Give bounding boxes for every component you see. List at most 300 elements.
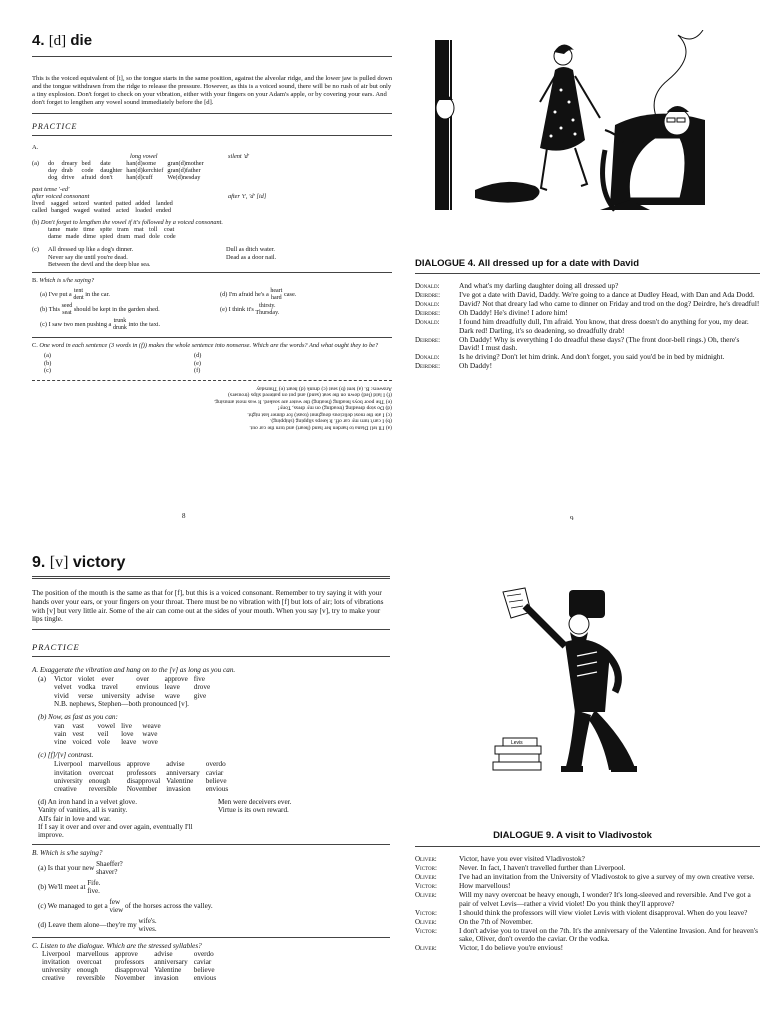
divider: [32, 272, 392, 273]
speaker-name: Victor:: [415, 908, 437, 917]
option-bottom: wives.: [138, 924, 157, 933]
table-cell: do: [48, 160, 55, 167]
speaker-name: Victor:: [415, 926, 437, 935]
table-cell: caviar: [205, 768, 224, 777]
intro-text: The position of the mouth is the same as that for [f], but this is a voiced consonant. Remember to try saying it with your hands over your ears, or your fingers on your throat. There must be no vibration with [f] but lots of air; lots of vibrations with [v] but very little air. Some of the air can come out at the sides of your mouth. When you say [v], try to make your lips tingle.: [32, 588, 384, 624]
table-cell: spied: [99, 233, 114, 241]
list-c-instruction: (c) [f]/[v] contrast.: [38, 751, 94, 760]
sayings-left: [48, 246, 226, 268]
table-cell: invitation: [42, 958, 70, 967]
option-top: tent: [73, 288, 83, 295]
dialogue-text: Victor, I do believe you're envious!: [459, 943, 564, 952]
table-cell: dime: [83, 233, 96, 241]
stress-table: [42, 951, 222, 982]
dialogue-text: And what's my darling daughter doing all dressed up?: [459, 281, 619, 290]
text-line: Men were deceivers ever.: [218, 798, 292, 807]
table-row: [54, 769, 234, 777]
dialogue-text: David? Not that dreary lad who came to dinner on Friday and trod on the dog? Deirdre, he's dreadful!: [459, 299, 760, 308]
table-cell: November: [114, 973, 146, 982]
table-cell: university: [42, 965, 71, 974]
table-cell: time: [83, 226, 95, 234]
page-v-right: [415, 580, 760, 953]
table-cell: overdo: [193, 950, 214, 959]
word-table: [48, 160, 208, 181]
table-cell: tram: [117, 226, 129, 234]
column-headings: [32, 153, 392, 160]
option-bottom: seat: [62, 309, 72, 316]
list-label: (c): [32, 246, 39, 254]
table-row: [54, 722, 167, 730]
table-cell: believe: [193, 965, 215, 974]
table-cell: give: [193, 691, 207, 700]
word-table: [54, 675, 216, 700]
table-cell: vivid: [54, 691, 69, 700]
minimal-pairs: [32, 861, 390, 933]
pair-options: [96, 861, 123, 876]
text-line: Answers: B. (a) tent (b) seat (c) drunk (d) heart (e) Thursday: [256, 385, 392, 392]
table-cell: verse: [77, 691, 94, 700]
table-cell: Liverpool: [54, 760, 83, 769]
word-list-a: [32, 675, 390, 708]
table-cell: advise: [154, 950, 173, 959]
table-cell: coat: [163, 226, 175, 234]
list-b-instruction: (b) Now, as fast as you can:: [38, 712, 118, 721]
dialogue-title: DIALOGUE 4. All dressed up for a date with David: [415, 258, 639, 269]
table-cell: tame: [48, 226, 61, 234]
text-line: (d): [194, 352, 202, 360]
table-cell: velvet: [54, 683, 72, 692]
pair-options: [62, 303, 73, 316]
dialogue-text: Oh Daddy!: [459, 361, 493, 370]
page-v: [32, 554, 390, 982]
text-line: All's fair in love and war.: [38, 814, 111, 823]
table-cell: han(d)some: [126, 160, 156, 167]
pair-prefix: (b) We'll meet at: [38, 883, 86, 892]
pair-suffix: case.: [283, 291, 297, 299]
text-line: (c): [44, 366, 51, 374]
table-cell: gran(d)father: [167, 167, 201, 174]
answers-upside-down: [32, 385, 392, 431]
pair-prefix: (d) I'm afraid he's a: [220, 291, 269, 299]
table-row: [48, 233, 180, 240]
text-line: (f) I laid (led) down on the seat (sand) and put on pattered slips (trousers): [227, 392, 392, 399]
dialogue-text: How marvellous!: [459, 881, 511, 890]
table-cell: approve: [164, 675, 188, 684]
table-cell: added: [135, 200, 151, 208]
divider: [32, 380, 392, 381]
pairs-right: [220, 286, 296, 333]
dialogue-line: [415, 891, 760, 908]
table-cell: dreary: [61, 160, 78, 167]
table-cell: gran(d)mother: [167, 160, 204, 167]
text-line: All dressed up like a dog's dinner.: [48, 246, 134, 254]
table-cell: code: [81, 167, 94, 174]
table-cell: reversible: [76, 973, 106, 982]
table-cell: advise: [136, 691, 155, 700]
text-line: If I say it over and over and over again, eventually I'll improve.: [38, 822, 193, 840]
table-cell: vowel: [97, 721, 116, 730]
table-cell: professors: [126, 768, 157, 777]
dialogue-line: [415, 336, 760, 353]
dialogue-text: Oh Daddy! He's divine! I adore him!: [459, 308, 568, 317]
table-cell: code: [163, 233, 176, 241]
pair-item: [40, 303, 220, 316]
table-row: [48, 167, 208, 174]
table-cell: university: [54, 776, 83, 785]
table-cell: enough: [88, 776, 110, 785]
table-cell: dog: [48, 174, 58, 181]
intro-text: This is the voiced equivalent of [t], so the tongue starts in the same position, against the alveolar ridge, and the lower jaw is pulled down and the tongue withdrawn from the ridge to release the pressure. However, as this is a voiced sound, there will be no rush of air but only a tiny explosion. Don't forget to check on your vibration, either with your fingers on your Adam's apple, or by covering your ears. And don't forget to lengthen any vowel sound immediately before the [d].: [32, 75, 393, 106]
sayings: [32, 798, 390, 839]
table-cell: Valentine: [154, 965, 182, 974]
speaker-name: Deirdre:: [415, 362, 441, 370]
table-cell: overcoat: [88, 768, 114, 777]
speaker-name: Donald:: [415, 353, 440, 361]
instruction: Which is s/he saying?: [39, 277, 95, 285]
table-cell: creative: [54, 785, 77, 794]
title-number: 4.: [32, 32, 45, 49]
long-vowel-heading: long vowel: [130, 153, 158, 160]
option-top: trunk: [113, 318, 127, 325]
pair-suffix: should be kept in the garden shed.: [73, 306, 160, 314]
section-b: [32, 277, 392, 284]
pair-suffix: in the car.: [85, 291, 110, 299]
dialogue-line: [415, 318, 760, 335]
table-cell: live: [121, 721, 132, 730]
table-cell: toll: [148, 226, 158, 234]
table-row: [48, 160, 208, 167]
table-cell: marvellous: [76, 950, 109, 959]
table-cell: enough: [76, 965, 98, 974]
option-top: Fife.: [87, 879, 101, 888]
table-cell: over: [136, 675, 150, 684]
dialogue-line: [415, 909, 760, 918]
text-line: Dead as a door nail.: [226, 253, 277, 261]
dialogue-text: Will my navy overcoat be heavy enough, I wonder? It's long-sleeved and reversible. And I've got a pair of velvet Levis—rather a vivid violet! Do you think they'll approve?: [459, 890, 751, 908]
text-line: (a): [44, 352, 51, 360]
table-row: [32, 207, 177, 214]
table-row: [54, 785, 234, 793]
table-cell: envious: [205, 785, 229, 794]
list-label: (a): [32, 160, 39, 167]
table-cell: weave: [142, 721, 161, 730]
speaker-name: Deirdre:: [415, 291, 441, 299]
section-c-instruction: C. Listen to the dialogue. Which are the stressed syllables?: [32, 942, 202, 951]
table-row: [48, 174, 208, 181]
table-cell: ever: [101, 675, 114, 684]
divider: [32, 135, 392, 136]
sayings: [32, 246, 392, 268]
sayings-right: [226, 246, 276, 268]
page-number: 8: [182, 512, 186, 520]
speaker-name: Victor:: [415, 882, 437, 890]
table-row: [54, 683, 216, 691]
table-cell: disapproval: [126, 776, 161, 785]
table-cell: wave: [142, 730, 158, 738]
table-cell: veil: [97, 730, 109, 738]
dialogue-text: Victor, have you ever visited Vladivostok?: [459, 854, 585, 863]
table-cell: han(d)cuff: [126, 174, 153, 181]
dialogue-4: [415, 282, 760, 371]
dialogue-line: [415, 927, 760, 944]
table-cell: vole: [97, 738, 110, 747]
table-cell: vain: [54, 730, 67, 738]
book-label: Levis: [511, 740, 523, 746]
practice-heading: PRACTICE: [32, 642, 80, 653]
dialogue-text: I've got a date with David, Daddy. We're going to a dance at Dudley Head, with Dan and Ada Dodd.: [459, 290, 755, 299]
illustration-man-reading: [415, 580, 745, 780]
section-label: C.: [32, 342, 38, 350]
section-a-instruction: A. Exaggerate the vibration and hang on to the [v] as long as you can.: [32, 666, 236, 675]
dialogue-9: [415, 855, 760, 953]
table-row: [48, 226, 180, 233]
table-cell: caviar: [193, 958, 212, 967]
dialogue-text: I found him dreadfully dull, I'm afraid. You know, that dress doesn't do anything for you, my dear. Dark red! Darling, it's so deadening, so dreadfully drab!: [459, 317, 749, 335]
table-cell: disapproval: [114, 965, 149, 974]
option-bottom: shaver?: [96, 867, 118, 876]
table-cell: day: [48, 167, 58, 174]
table-cell: vest: [72, 730, 84, 738]
divider: [32, 937, 390, 938]
table-cell: sagged: [51, 200, 69, 208]
table-cell: ended: [156, 207, 172, 215]
after-td-heading: after 't', 'd' [id]: [228, 193, 267, 201]
pair-prefix: (a) Is that your new: [38, 864, 95, 873]
table-cell: professors: [114, 958, 145, 967]
text-line: (e): [194, 359, 201, 367]
text-line: (e) The poor boys heading (heating) the water are soaked. It was most amusing.: [213, 398, 392, 405]
list-label: (b): [32, 219, 40, 227]
text-line: (c) I ate the most delicious doughnut (toast) for dinner last night.: [247, 411, 392, 418]
table-cell: Liverpool: [42, 950, 71, 959]
table-cell: travel: [101, 683, 118, 692]
minimal-pairs: [32, 286, 392, 333]
page-8: [32, 32, 393, 520]
table-cell: dame: [48, 233, 62, 241]
table-cell: approve: [114, 950, 138, 959]
table-cell: daughter: [100, 167, 123, 174]
table-cell: drab: [61, 167, 73, 174]
table-cell: anniversary: [166, 768, 200, 777]
pair-prefix: (c) I saw two men pushing a: [40, 321, 112, 329]
table-cell: patted: [115, 200, 132, 208]
dialogue-text: I don't advise you to travel on the 7th. It's the anniversary of the Valentine Invasion. And for heaven's sake, Oliver, don't overdo the caviar. Or the vodka.: [459, 925, 758, 943]
past-tense-table: [32, 200, 177, 214]
option-bottom: Thursday.: [255, 309, 280, 316]
pairs-left: [32, 286, 220, 333]
pair-item: [40, 288, 220, 301]
table-cell: Valentine: [166, 776, 194, 785]
pair-options: [87, 880, 100, 895]
pair-item: [38, 899, 390, 914]
table-cell: dram: [117, 233, 131, 241]
pair-prefix: (b) This: [40, 306, 60, 314]
word-table: [54, 722, 167, 747]
text-line: (b) I can't turn my car off. It keeps slipping (shipping).: [269, 418, 392, 425]
table-cell: approve: [126, 760, 150, 769]
option-top: seed: [61, 303, 73, 310]
pair-item: [40, 318, 220, 331]
speaker-name: Victor:: [415, 864, 437, 872]
word-list-a: [32, 160, 392, 181]
table-cell: university: [101, 691, 131, 700]
option-bottom: drunk: [112, 324, 127, 331]
table-cell: love: [121, 730, 134, 738]
text-line: (d) An iron hand in a velvet glove.: [38, 798, 138, 807]
text-line: Vanity of vanities, all is vanity.: [38, 806, 128, 815]
divider: [32, 113, 392, 114]
section-c: [32, 342, 392, 349]
table-cell: drove: [193, 683, 211, 692]
table-cell: waited: [93, 207, 111, 215]
option-top: heart: [270, 288, 283, 295]
table-cell: violet: [77, 675, 95, 684]
table-cell: anniversary: [154, 958, 188, 967]
dialogue-text: I've had an invitation from the University of Vladivostok to give a survey of my own creative verse.: [459, 872, 755, 881]
spread-bottom: [0, 540, 768, 1024]
pair-item: [38, 861, 390, 876]
pair-item: [38, 880, 390, 895]
title-number: 9.: [32, 554, 46, 571]
pair-options: [138, 918, 156, 933]
table-cell: wave: [164, 691, 180, 700]
silent-d-heading: silent 'd': [228, 153, 250, 160]
section-label: B.: [32, 277, 38, 285]
divider: [32, 629, 390, 630]
table-cell: dole: [148, 233, 160, 241]
practice-heading: PRACTICE: [32, 122, 78, 131]
table-row: [32, 200, 177, 207]
speaker-name: Oliver:: [415, 917, 437, 926]
after-voiced-heading: after voiced consonant: [32, 193, 90, 201]
speaker-name: Donald:: [415, 300, 440, 308]
table-row: [54, 777, 234, 785]
table-row: [54, 730, 167, 738]
table-cell: han(d)kerchief: [126, 167, 164, 174]
table-row: [54, 675, 216, 683]
note: N.B. nephews, Stephen—both pronounced [v].: [54, 699, 189, 708]
text-line: Never say die until you're dead.: [48, 253, 128, 261]
table-cell: mat: [134, 226, 144, 234]
table-cell: envious: [193, 973, 217, 982]
list-a-content: [54, 675, 216, 708]
table-cell: November: [126, 785, 158, 794]
table-cell: spite: [99, 226, 112, 234]
list-b-instruction: [32, 219, 392, 226]
title-word: victory: [72, 554, 126, 571]
dialogue-title: DIALOGUE 9. A visit to Vladivostok: [493, 830, 652, 841]
instruction: One word in each sentence (3 words in (f)) makes the whole sentence into nonsense. Which are the words? And what ought they to be?: [39, 342, 379, 350]
table-row: [42, 975, 222, 983]
text-line: Dull as ditch water.: [226, 246, 275, 254]
title-phoneme: [v]: [49, 554, 69, 571]
table-cell: landed: [156, 200, 173, 208]
table-cell: mad: [134, 233, 145, 241]
pair-prefix: (c) We managed to get a: [38, 902, 108, 911]
text-line: (b): [44, 359, 52, 367]
pair-prefix: (d) Leave them alone—they're my: [38, 921, 137, 930]
option-bottom: hard: [271, 294, 282, 301]
table-cell: Victor: [54, 675, 72, 684]
text-line: Between the devil and the deep blue sea.: [48, 260, 151, 268]
sayings-left: [38, 798, 218, 839]
divider: [32, 844, 390, 845]
blanks-left: [44, 352, 194, 374]
table-cell: leave: [164, 683, 180, 692]
past-tense-heading: past tense '-ed': [32, 186, 70, 193]
dialogue-text: I should think the professors will view violet Levis with violent disapproval. When do you leave?: [459, 907, 748, 917]
dialogue-text: On the 7th of November.: [459, 916, 533, 926]
table-cell: vodka: [77, 683, 96, 692]
table-cell: van: [54, 721, 65, 730]
table-cell: date: [100, 160, 111, 167]
table-cell: don't: [100, 174, 113, 181]
table-cell: overcoat: [76, 958, 102, 967]
pair-options: [255, 303, 279, 316]
section-a-label: A.: [32, 144, 39, 151]
pair-item: [38, 918, 390, 933]
table-cell: voiced: [72, 738, 92, 747]
table-cell: acted: [115, 207, 130, 215]
table-cell: seized: [73, 200, 89, 208]
text-line: Virtue is its own reward.: [218, 806, 289, 815]
table-cell: We(d)nesday: [167, 174, 201, 181]
pair-options: [110, 899, 124, 914]
text-line: (f): [194, 366, 201, 374]
answer-blanks: [32, 352, 392, 374]
table-cell: believe: [205, 776, 227, 785]
title-word: die: [70, 32, 93, 49]
page-9-top: [415, 30, 760, 520]
pair-prefix: (e) I think it's: [220, 306, 254, 314]
table-cell: vast: [72, 721, 84, 730]
table-cell: mate: [65, 226, 78, 234]
option-top: few: [109, 898, 121, 907]
pair-item: [220, 303, 296, 316]
dialogue-text: Never. In fact, I haven't travelled further than Liverpool.: [459, 863, 626, 872]
table-cell: vine: [54, 738, 67, 747]
option-bottom: five.: [87, 886, 100, 895]
speaker-name: Donald:: [415, 282, 440, 290]
section-b-instruction: B. Which is s/he saying?: [32, 849, 103, 858]
illustration-daughter-and-father: [415, 30, 745, 220]
pair-prefix: (a) I've put a: [40, 291, 72, 299]
table-cell: advise: [166, 760, 185, 769]
divider: [415, 846, 760, 847]
table-cell: overdo: [205, 760, 226, 769]
dialogue-text: Oh Daddy! Why is everything I do dreadful these days? (The front door-bell rings.) Oh, there's David! I must dash.: [459, 334, 740, 352]
speaker-name: Oliver:: [415, 873, 437, 881]
table-cell: leave: [121, 738, 137, 747]
table-cell: bed: [81, 160, 91, 167]
table-cell: called: [32, 207, 48, 215]
dialogue-line: [415, 944, 760, 953]
table-cell: loaded: [135, 207, 153, 215]
pair-item: [220, 288, 296, 301]
dialogue-line: [415, 362, 760, 371]
word-table: [48, 226, 180, 240]
divider: [32, 337, 392, 338]
divider: [32, 56, 392, 57]
option-top: wife's.: [138, 917, 157, 926]
contrast-table: [54, 760, 234, 793]
pair-suffix: into the taxi.: [128, 321, 161, 329]
table-cell: waged: [73, 207, 90, 215]
table-row: [54, 692, 216, 700]
table-cell: banged: [51, 207, 70, 215]
table-cell: drive: [61, 174, 75, 181]
page-title: [32, 554, 390, 572]
